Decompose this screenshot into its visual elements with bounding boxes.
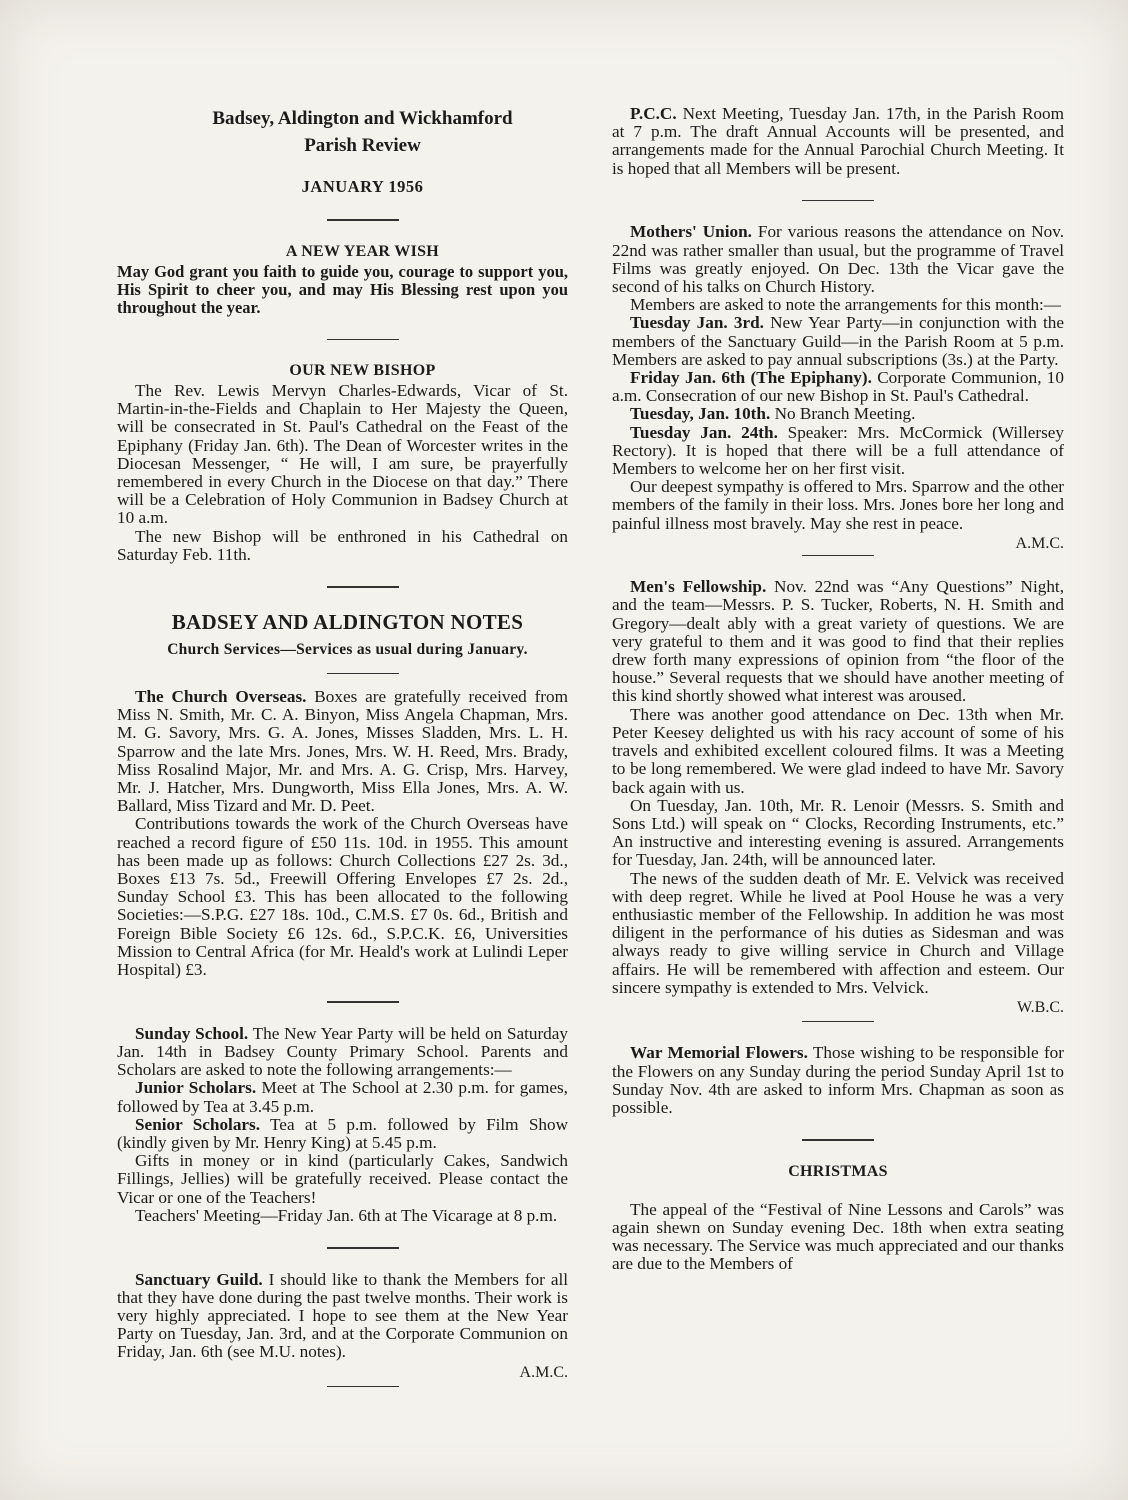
notes-subheading: Church Services—Services as usual during January. bbox=[167, 640, 528, 658]
mens-fellowship-para4: The news of the sudden death of Mr. E. Velvick was received with deep regret. While he lived at Pool House he was a very enthusiastic member of the Fellowship. In addition he was most diligent in the performance of his duties as Sidesman and was always ready to give willing service in Church and Village affairs. He will be remembered with affection and esteem. Our sincere sympathy is extended to Mrs. Velvick. bbox=[612, 868, 1064, 997]
mu-item-2-lead: Friday Jan. 6th (The Epiphany). bbox=[630, 367, 872, 387]
divider bbox=[327, 673, 399, 675]
war-memorial-lead: War Memorial Flowers. bbox=[630, 1043, 808, 1063]
mu-item-4-text: Speaker: Mrs. McCormick (Willersey Rectory). It is hoped that there will be a full attendance of Members to welcome her on her first visit. bbox=[612, 422, 1064, 478]
divider bbox=[802, 1021, 874, 1023]
overseas-lead: The Church Overseas. bbox=[135, 687, 307, 707]
new-year-wish-heading: A NEW YEAR WISH bbox=[285, 242, 440, 260]
sanctuary-guild-text: I should like to thank the Members for all that they have done during the past twelve months. Their work is very highly appreciated. I hope to see them at the New Year Party on Tuesday, Jan. 3rd, and at the Corporate Communion on Friday, Jan. 6th (see M.U. notes). bbox=[117, 1269, 568, 1362]
mothers-union-text: For various reasons the attendance on Nov. 22nd was rather smaller than usual, but the programme of Travel Films was greatly enjoyed. On Dec. 13th the Vicar gave the second of his talks on Church History. bbox=[612, 222, 1065, 296]
divider bbox=[327, 219, 399, 221]
signature: A.M.C. bbox=[519, 1363, 568, 1381]
overseas-para2: Contributions towards the work of the Church Overseas have reached a record figure of £50 11s. 10d. in 1955. This amount has been made up as follows: Church Collections £27 2s. 3d., Boxes £13 7s. 5d., Freewill Offering Envelopes £7 2s. 2d., Sunday School £3. This has been allocated to the following Societies:—S.P.G. £27 18s. 10d., C.M.S. £7 0s. 6d., British and Foreign Bible Society £6 12s. 6d., S.P.C.K. £6, Universities Mission to Central Africa (for Mr. Heald's work at Lulindi Leper Hospital) £3. bbox=[117, 814, 568, 980]
overseas-para1 bbox=[117, 688, 568, 815]
war-memorial-flowers bbox=[612, 1044, 1064, 1117]
mu-sympathy: Our deepest sympathy is offered to Mrs. Sparrow and the other members of the family in their loss. Mrs. Jones bore her long and painful illness most bravely. May she rest in peace. bbox=[612, 477, 1064, 533]
divider bbox=[802, 200, 874, 202]
mu-item-3-text: No Branch Meeting. bbox=[770, 404, 916, 424]
mothers-union-para2: Members are asked to note the arrangements for this month:— bbox=[630, 295, 1061, 315]
christmas-text: The appeal of the “Festival of Nine Lessons and Carols” was again shewn on Sunday evening Dec. 18th when extra seating was necessary. The Service was much appreciated and our thanks are due to the Members of bbox=[612, 1199, 1064, 1274]
senior-text: Tea at 5 p.m. followed by Film Show (kindly given by Mr. Henry King) at 5.45 p.m. bbox=[117, 1114, 568, 1152]
new-bishop-para2: The new Bishop will be enthroned in his Cathedral on Saturday Feb. 11th. bbox=[117, 526, 568, 564]
mu-item-1-lead: Tuesday Jan. 3rd. bbox=[630, 313, 764, 333]
divider bbox=[802, 1139, 874, 1141]
sanctuary-guild-lead: Sanctuary Guild. bbox=[135, 1269, 263, 1289]
mu-item-4-lead: Tuesday Jan. 24th. bbox=[630, 422, 778, 442]
mothers-union-lead: Mothers' Union. bbox=[630, 222, 752, 242]
divider bbox=[327, 1386, 399, 1388]
mens-fellowship-para1 bbox=[612, 578, 1064, 705]
sunday-school-text: The New Year Party will be held on Saturday Jan. 14th in Badsey County Primary School. Parents and Scholars are asked to note the following arrangements:— bbox=[117, 1023, 568, 1080]
sunday-school-gifts: Gifts in money or in kind (particularly Cakes, Sandwich Fillings, Jellies) will be gratefully received. Please contact the Vicar or one of the Teachers! bbox=[117, 1151, 568, 1207]
junior-scholars bbox=[117, 1079, 568, 1115]
masthead-title-line2: Parish Review bbox=[304, 135, 421, 156]
divider bbox=[802, 555, 874, 557]
mens-fellowship-lead: Men's Fellowship. bbox=[630, 577, 767, 597]
mu-item-1 bbox=[612, 314, 1064, 369]
junior-text: Meet at The School at 2.30 p.m. for games, followed by Tea at 3.45 p.m. bbox=[117, 1078, 568, 1116]
senior-scholars bbox=[117, 1116, 568, 1152]
mu-item-3-lead: Tuesday, Jan. 10th. bbox=[630, 404, 771, 424]
mu-item-2 bbox=[612, 369, 1064, 405]
mu-item-2-text: Corporate Communion, 10 a.m. Consecration of our new Bishop in St. Paul's Cathedral. bbox=[612, 367, 1064, 406]
mu-item-3 bbox=[612, 405, 1064, 423]
sunday-school-para1 bbox=[117, 1025, 568, 1080]
notes-heading: BADSEY AND ALDINGTON NOTES bbox=[171, 609, 524, 634]
junior-lead: Junior Scholars. bbox=[135, 1078, 257, 1098]
mens-fellowship-text: Nov. 22nd was “Any Questions” Night, and the team—Messrs. P. S. Tucker, Roberts, N. H. Smith and Gregory—dealt ably with a great variety of questions. We are very grateful to them and it was good to find that their replies drew forth many expressions of opinion from “the floor of the house.” Several requests that we should have another meeting of this kind shortly showed what interest was aroused. bbox=[612, 577, 1064, 706]
teachers-meeting: Teachers' Meeting—Friday Jan. 6th at The Vicarage at 8 p.m. bbox=[135, 1205, 558, 1225]
divider bbox=[327, 1001, 399, 1003]
signature: W.B.C. bbox=[1017, 998, 1064, 1016]
mu-item-1-text: New Year Party—in conjunction with the members of the Sanctuary Guild—in the Parish Room at 5 p.m. Members are asked to pay annual subscriptions (3s.) at the Party. bbox=[612, 313, 1064, 369]
left-column bbox=[117, 105, 568, 1409]
divider bbox=[327, 339, 399, 341]
war-memorial-text: Those wishing to be responsible for the Flowers on any Sunday during the period Sunday April 1st to Sunday Nov. 4th are asked to inform Mrs. Chapman as soon as possible. bbox=[612, 1043, 1064, 1118]
new-year-wish-text: May God grant you faith to guide you, courage to support you, His Spirit to cheer you, and may His Blessing rest upon you throughout the year. bbox=[117, 261, 568, 317]
sanctuary-guild bbox=[117, 1271, 568, 1362]
masthead-title-line1: Badsey, Aldington and Wickhamford bbox=[212, 108, 513, 129]
right-column bbox=[612, 105, 1064, 1274]
sunday-school-lead: Sunday School. bbox=[135, 1023, 249, 1043]
pcc-text: Next Meeting, Tuesday Jan. 17th, in the Parish Room at 7 p.m. The draft Annual Accounts will be presented, and arrangements made for the Annual Parochial Church Meeting. It is hoped that all Members will be present. bbox=[612, 104, 1064, 178]
mens-fellowship-para2: There was another good attendance on Dec. 13th when Mr. Peter Keesey delighted us with his racy account of some of his travels and exhibited excellent coloured films. It was a Meeting to be long remembered. We were glad indeed to have Mr. Savory back again with us. bbox=[612, 704, 1064, 797]
mothers-union-para1 bbox=[612, 223, 1064, 296]
overseas-text: Boxes are gratefully received from Miss N. Smith, Mr. C. A. Binyon, Miss Angela Chapman, Mrs. M. G. Savory, Mrs. G. A. Jones, Misses Sladden, Mrs. L. H. Sparrow and the late Mrs. Jones, Mrs. W. H. Reed, Mrs. Brady, Miss Rosalind Major, Mr. and Mrs. A. G. Crisp, Mrs. Harvey, Mr. J. Hatcher, Mrs. Dungworth, Miss Ella Jones, Mrs. A. W. Ballard, Miss Tizard and Mr. D. Peet. bbox=[117, 687, 568, 816]
christmas-heading: CHRISTMAS bbox=[788, 1162, 888, 1180]
pcc-lead: P.C.C. bbox=[630, 104, 677, 123]
divider bbox=[327, 586, 399, 588]
mens-fellowship-para3: On Tuesday, Jan. 10th, Mr. R. Lenoir (Messrs. S. Smith and Sons Ltd.) will speak on “ Clocks, Recording Instruments, etc.” An instructive and interesting evening is assured. Arrangements for Tuesday, Jan. 24th, will be announced later. bbox=[612, 795, 1064, 870]
mu-item-4 bbox=[612, 424, 1064, 479]
new-bishop-heading: OUR NEW BISHOP bbox=[289, 362, 436, 379]
pcc-notice bbox=[612, 105, 1064, 178]
divider bbox=[327, 1247, 399, 1249]
issue-date: JANUARY 1956 bbox=[301, 177, 424, 196]
new-bishop-para1: The Rev. Lewis Mervyn Charles-Edwards, Vicar of St. Martin-in-the-Fields and Chaplain to Her Majesty the Queen, will be consecrated in St. Paul's Cathedral on the Feast of the Epiphany (Friday Jan. 6th). The Dean of Worcester writes in the Diocesan Messenger, “ He will, I am sure, be prayerfully remembered in every Church in the Diocese on that day.” There will be a Celebration of Holy Communion in Badsey Church at 10 a.m. bbox=[117, 381, 568, 528]
senior-lead: Senior Scholars. bbox=[135, 1114, 261, 1134]
signature: A.M.C. bbox=[1015, 534, 1064, 552]
masthead-title bbox=[157, 105, 568, 159]
